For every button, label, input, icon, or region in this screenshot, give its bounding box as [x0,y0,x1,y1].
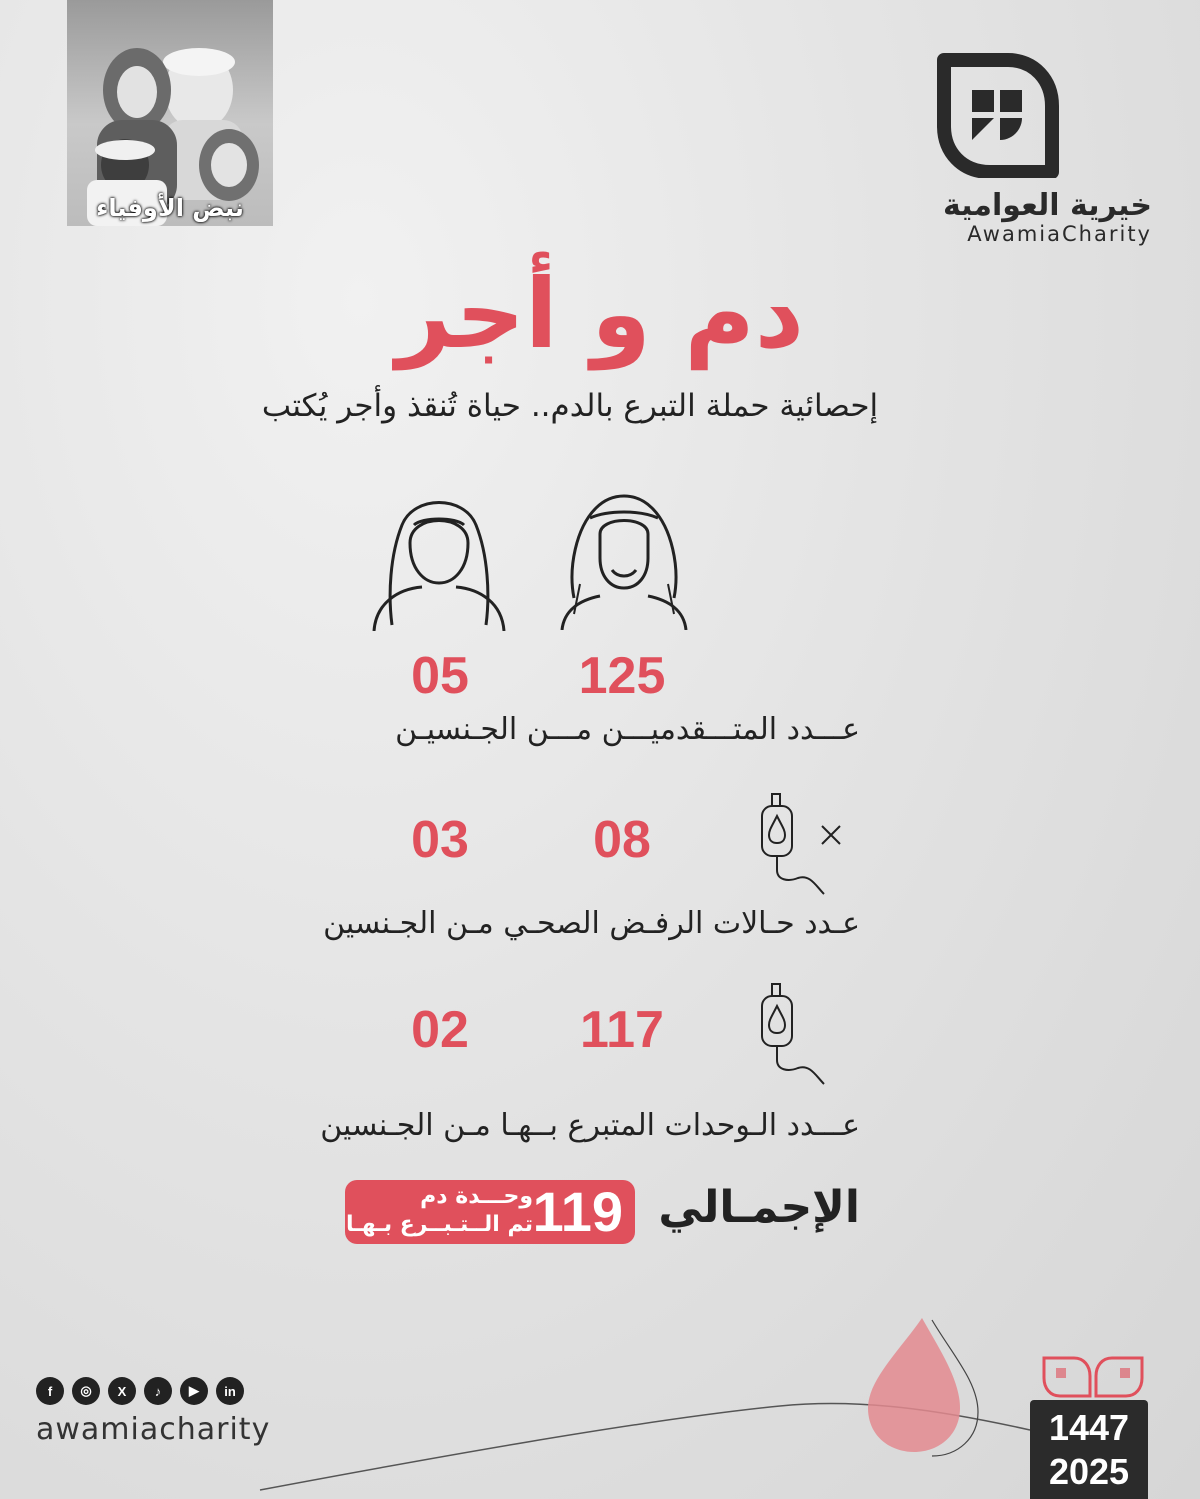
tiktok-icon[interactable]: ♪ [144,1377,172,1405]
x-icon[interactable]: X [108,1377,136,1405]
rejected-women-count: 03 [411,811,469,869]
applicants-women-count: 05 [411,647,469,705]
red-logo-pattern-icon [1038,1354,1148,1400]
man-icon [560,488,688,630]
rejected-men-count: 08 [593,811,651,869]
total-value: 119 [532,1180,623,1243]
linkedin-icon[interactable]: in [216,1377,244,1405]
donated-women-count: 02 [411,1001,469,1059]
donated-men-count: 117 [580,1001,664,1059]
woman-icon [372,485,506,631]
campaign-photo [67,0,273,226]
total-unit-line1: وحـــدة دم [420,1184,533,1209]
logo-english-name: AwamiaCharity [967,222,1152,246]
facebook-icon[interactable]: f [36,1377,64,1405]
applicants-label: عـــدد المتـــقدميـــن مـــن الجـنسيـن [395,712,860,747]
total-label: الإجمـالي [658,1182,860,1233]
blood-bag-rejected-icon [758,790,858,900]
gregorian-year: 2025 [1048,1451,1130,1492]
logo-arabic-name: خيرية العوامية [942,188,1152,223]
applicants-men-count: 125 [578,647,666,705]
photo-tag: نبض الأوفياء [96,194,244,222]
year-badge [1030,1400,1148,1499]
charity-logo-mark [930,52,1060,178]
people-photo-illustration [67,0,273,226]
rejected-label: عـدد حـالات الرفـض الصحـي مـن الجـنسين [323,906,860,941]
social-icons [36,1377,244,1405]
social-handle: awamiacharity [36,1412,271,1447]
total-unit-line2: تم الــتـبــرع بـهـا [346,1212,533,1237]
donated-label: عـــدد الـوحدات المتبرع بــهـا مـن الجـنسين [320,1108,860,1143]
instagram-icon[interactable]: ◎ [72,1377,100,1405]
youtube-icon[interactable]: ▶ [180,1377,208,1405]
blood-bag-icon [758,980,838,1092]
total-badge [345,1180,635,1244]
page-title: دم و أجر [396,258,804,370]
page-subtitle: إحصائية حملة التبرع بالدم.. حياة تُنقذ وأجر يُكتب [261,388,879,424]
hijri-year: 1447 [1048,1407,1130,1448]
